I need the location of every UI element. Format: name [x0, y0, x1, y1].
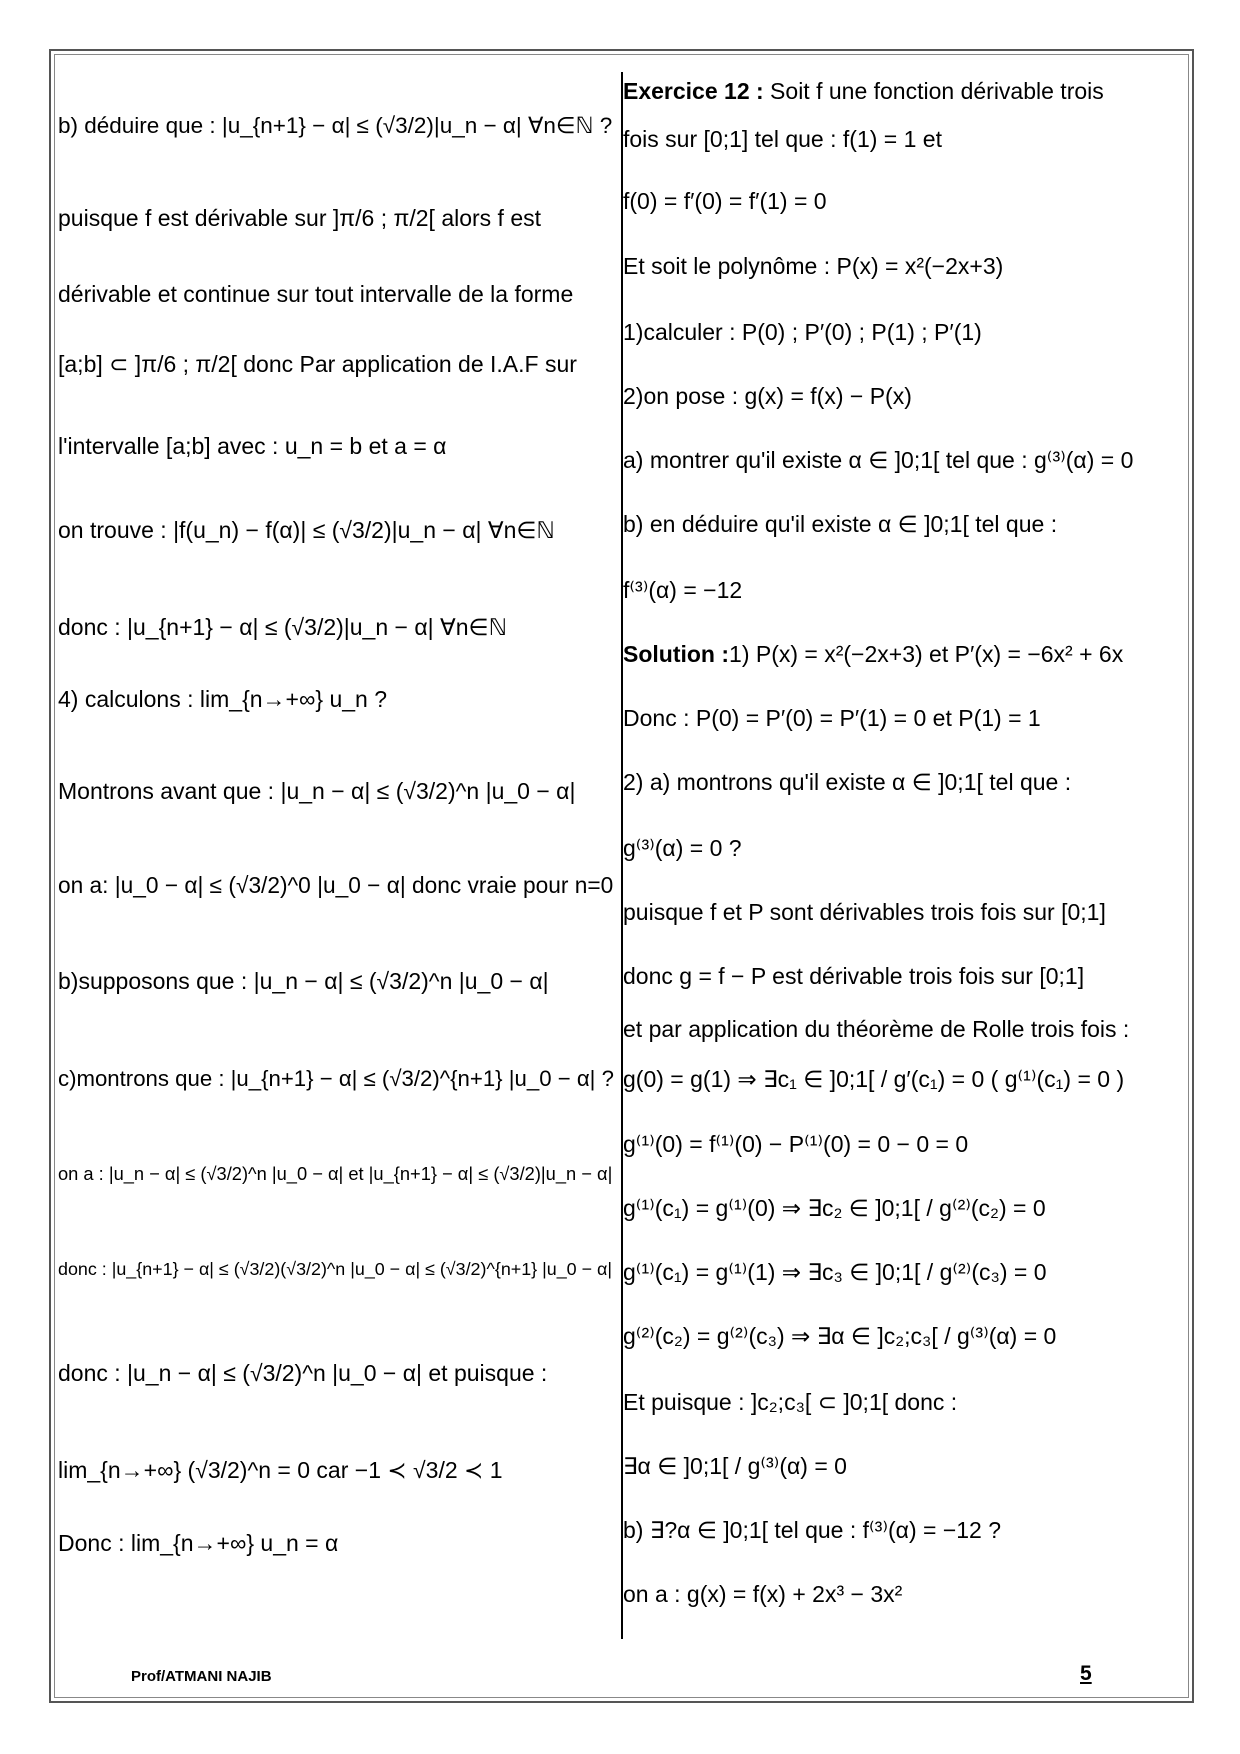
left-line-3: dérivable et continue sur tout intervalle de la forme	[58, 281, 574, 307]
right-line-15: donc g = f − P est dérivable trois fois sur [0;1]	[623, 963, 1085, 989]
page-number: 5	[1080, 1662, 1092, 1685]
left-line-12: c)montrons que : |u_{n+1} − α| ≤ (√3/2)^{n+1} |u_0 − α| ?	[58, 1066, 614, 1091]
left-line-16: lim_{n→+∞} (√3/2)^n = 0 car −1 ≺ √3/2 ≺ 1	[58, 1457, 503, 1483]
right-line-7: a) montrer qu'il existe α ∈ ]0;1[ tel que : g⁽³⁾(α) = 0	[623, 447, 1134, 473]
left-line-4: [a;b] ⊂ ]π/6 ; π/2[ donc Par application de I.A.F sur	[58, 351, 577, 377]
right-line-25: on a : g(x) = f(x) + 2x³ − 3x²	[623, 1581, 903, 1607]
right-line-20: g⁽¹⁾(c₁) = g⁽¹⁾(1) ⇒ ∃c₃ ∈ ]0;1[ / g⁽²⁾(c₃) = 0	[623, 1259, 1047, 1285]
left-line-13: on a : |u_n − α| ≤ (√3/2)^n |u_0 − α| et |u_{n+1} − α| ≤ (√3/2)|u_n − α|	[58, 1163, 613, 1184]
left-line-17: Donc : lim_{n→+∞} u_n = α	[58, 1530, 339, 1556]
right-line-1: Exercice 12 : Soit f une fonction dérivable trois	[623, 78, 1104, 104]
right-line-10: Solution :1) P(x) = x²(−2x+3) et P′(x) = −6x² + 6x	[623, 641, 1124, 667]
right-line-2: fois sur [0;1] tel que : f(1) = 1 et	[623, 126, 942, 152]
right-line-12: 2) a) montrons qu'il existe α ∈ ]0;1[ tel que :	[623, 769, 1072, 795]
right-line-13: g⁽³⁾(α) = 0 ?	[623, 835, 742, 861]
right-line-18: g⁽¹⁾(0) = f⁽¹⁾(0) − P⁽¹⁾(0) = 0 − 0 = 0	[623, 1131, 969, 1157]
right-line-8: b) en déduire qu'il existe α ∈ ]0;1[ tel que :	[623, 511, 1058, 537]
right-line-17: g(0) = g(1) ⇒ ∃c₁ ∈ ]0;1[ / g′(c₁) = 0 ( g⁽¹⁾(c₁) = 0 )	[623, 1066, 1125, 1092]
right-line-16: et par application du théorème de Rolle trois fois :	[623, 1016, 1130, 1042]
left-line-7: donc : |u_{n+1} − α| ≤ (√3/2)|u_n − α| ∀n∈ℕ	[58, 614, 507, 640]
right-line-3: f(0) = f′(0) = f′(1) = 0	[623, 188, 827, 214]
right-line-23: ∃α ∈ ]0;1[ / g⁽³⁾(α) = 0	[623, 1453, 847, 1479]
right-line-22: Et puisque : ]c₂;c₃[ ⊂ ]0;1[ donc :	[623, 1389, 958, 1415]
left-line-2: puisque f est dérivable sur ]π/6 ; π/2[ alors f est	[58, 205, 542, 231]
left-line-6: on trouve : |f(u_n) − f(α)| ≤ (√3/2)|u_n − α| ∀n∈ℕ	[58, 517, 555, 543]
right-line-4: Et soit le polynôme : P(x) = x²(−2x+3)	[623, 253, 1004, 279]
left-line-5: l'intervalle [a;b] avec : u_n = b et a = α	[58, 433, 447, 459]
footer-author: Prof/ATMANI NAJIB	[131, 1668, 272, 1685]
right-line-24: b) ∃?α ∈ ]0;1[ tel que : f⁽³⁾(α) = −12 ?	[623, 1517, 1002, 1543]
left-line-1: b) déduire que : |u_{n+1} − α| ≤ (√3/2)|u_n − α| ∀n∈ℕ ?	[58, 113, 613, 138]
right-line-11: Donc : P(0) = P′(0) = P′(1) = 0 et P(1) = 1	[623, 705, 1041, 731]
left-line-14: donc : |u_{n+1} − α| ≤ (√3/2)(√3/2)^n |u_0 − α| ≤ (√3/2)^{n+1} |u_0 − α|	[58, 1259, 612, 1279]
left-line-11: b)supposons que : |u_n − α| ≤ (√3/2)^n |u_0 − α|	[58, 968, 549, 994]
left-line-15: donc : |u_n − α| ≤ (√3/2)^n |u_0 − α| et puisque :	[58, 1360, 548, 1386]
right-line-9: f⁽³⁾(α) = −12	[623, 577, 743, 603]
right-line-6: 2)on pose : g(x) = f(x) − P(x)	[623, 383, 912, 409]
right-line-19: g⁽¹⁾(c₁) = g⁽¹⁾(0) ⇒ ∃c₂ ∈ ]0;1[ / g⁽²⁾(c₂) = 0	[623, 1195, 1046, 1221]
left-line-8: 4) calculons : lim_{n→+∞} u_n ?	[58, 686, 387, 712]
right-line-14: puisque f et P sont dérivables trois fois sur [0;1]	[623, 899, 1106, 925]
right-line-5: 1)calculer : P(0) ; P′(0) ; P(1) ; P′(1)	[623, 319, 982, 345]
right-line-21: g⁽²⁾(c₂) = g⁽²⁾(c₃) ⇒ ∃α ∈ ]c₂;c₃[ / g⁽³⁾(α) = 0	[623, 1323, 1057, 1349]
left-line-9: Montrons avant que : |u_n − α| ≤ (√3/2)^n |u_0 − α|	[58, 778, 576, 804]
left-line-10: on a: |u_0 − α| ≤ (√3/2)^0 |u_0 − α| donc vraie pour n=0	[58, 872, 614, 898]
